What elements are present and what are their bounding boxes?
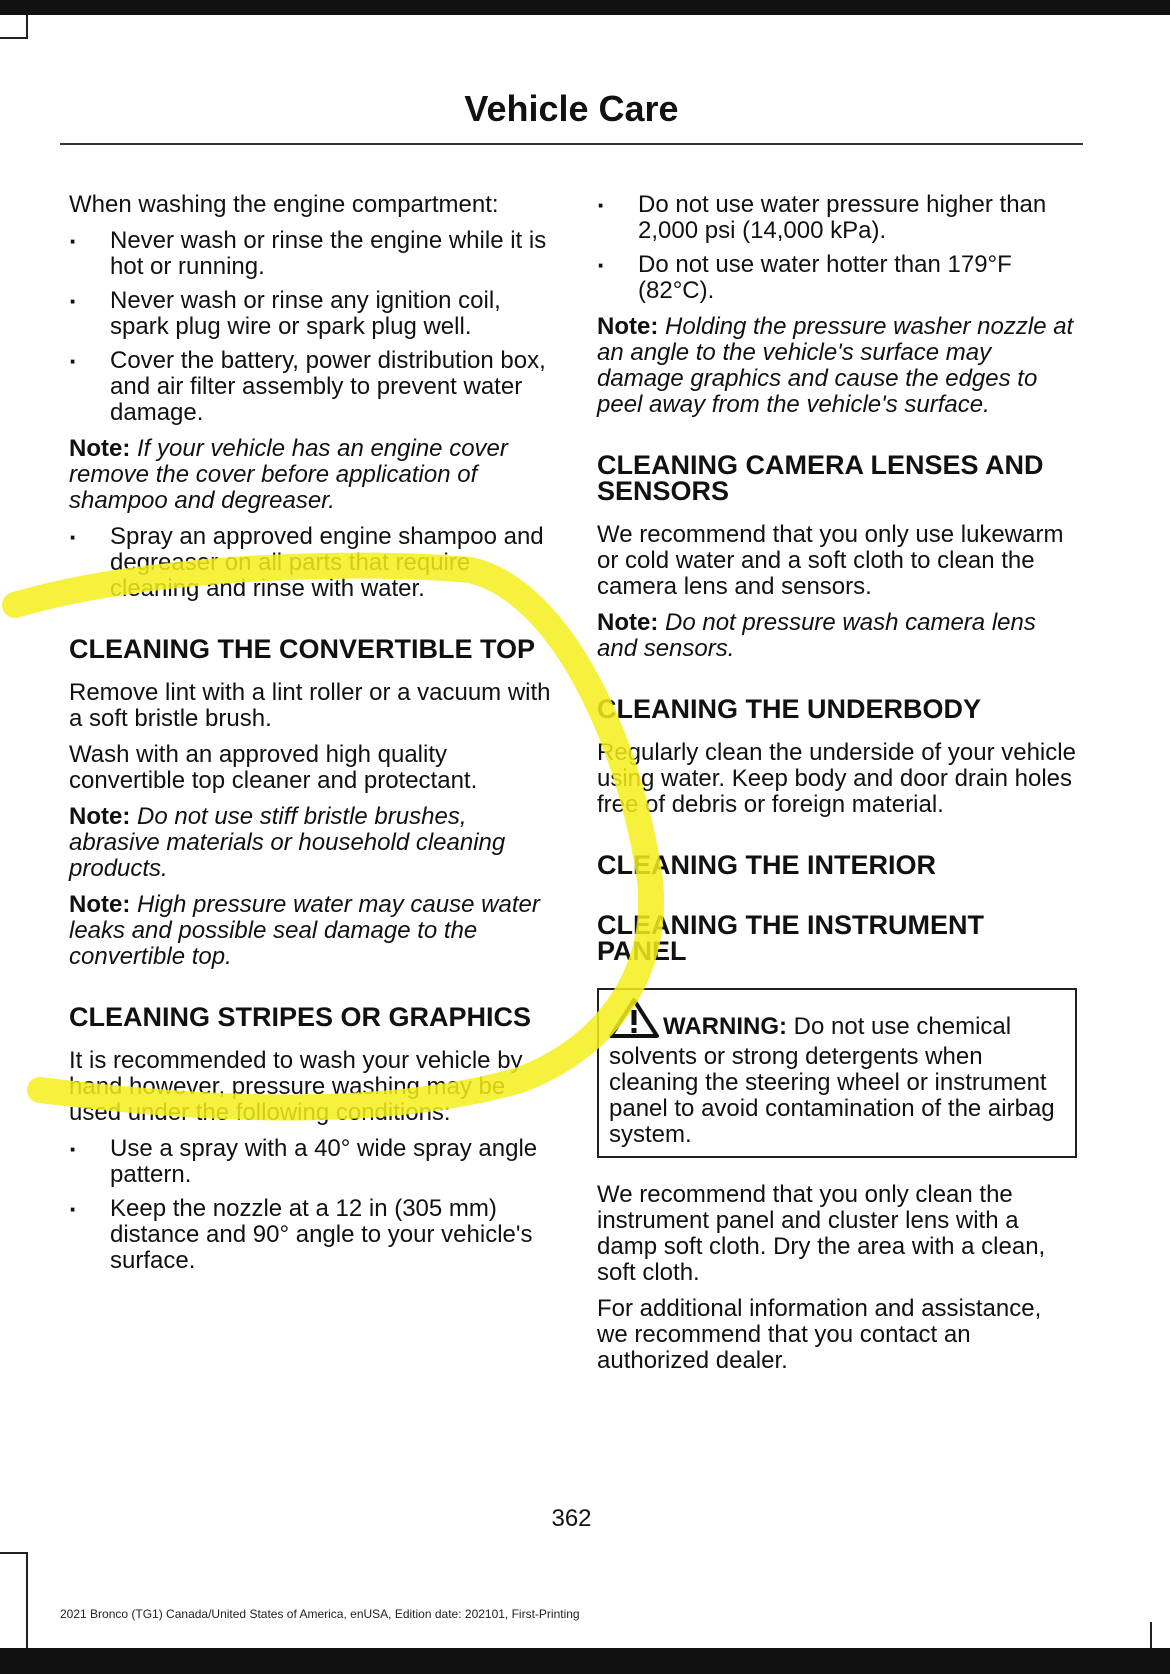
list-item: · Spray an approved engine shampoo and degreaser on all parts that require cleaning and rinse with water.	[69, 524, 559, 602]
footer-edition: 2021 Bronco (TG1) Canada/United States of America, enUSA, Edition date: 202101, First-Printing	[60, 1607, 580, 1621]
section-heading-stripes: CLEANING STRIPES OR GRAPHICS	[69, 1002, 532, 1032]
pressure-list	[597, 192, 1077, 304]
underbody-paragraph: Regularly clean the underside of your vehicle using water. Keep body and door drain holes free of debris or foreign material.	[597, 739, 1076, 818]
engine-wash-intro: When washing the engine compartment:	[69, 191, 499, 218]
warning-box	[597, 988, 1077, 1158]
page-edge-mark	[1150, 1622, 1152, 1648]
list-item: · Keep the nozzle at a 12 in (305 mm) distance and 90° angle to your vehicle's surface.	[69, 1196, 559, 1274]
note-text: Holding the pressure washer nozzle at an angle to the vehicle's surface may damage graphics and cause the edges to peel away from the vehicle's surface.	[597, 313, 1074, 418]
section-heading-convertible: CLEANING THE CONVERTIBLE TOP	[69, 634, 536, 664]
convertible-paragraph: Wash with an approved high quality convertible top cleaner and protectant.	[69, 741, 478, 794]
instrument-paragraph: We recommend that you only clean the instrument panel and cluster lens with a damp soft cloth. Dry the area with a clean, soft cloth.	[597, 1181, 1046, 1286]
convertible-note	[69, 804, 559, 882]
note-label: Note:	[69, 435, 131, 462]
pressure-note	[597, 314, 1077, 418]
camera-paragraph: We recommend that you only use lukewarm or cold water and a soft cloth to clean the camera lens and sensors.	[597, 521, 1064, 600]
list-item: · Use a spray with a 40° wide spray angle pattern.	[69, 1136, 559, 1188]
page-corner-bottom-left	[0, 1552, 28, 1650]
right-column	[597, 192, 1077, 1384]
page-corner-top-left	[0, 15, 28, 39]
page-number: 362	[551, 1505, 592, 1532]
note-text: Do not pressure wash camera lens and sensors.	[597, 609, 1036, 662]
note-text: Do not use stiff bristle brushes, abrasive materials or household cleaning products.	[69, 803, 506, 882]
note-label: Note:	[69, 803, 131, 830]
note-text: High pressure water may cause water leaks and possible seal damage to the convertible top.	[69, 891, 540, 970]
stripes-list	[69, 1136, 559, 1274]
warning-text: Do not use chemical solvents or strong detergents when cleaning the steering wheel or instrument panel to avoid contamination of the airbag system.	[609, 1013, 1055, 1148]
top-bar	[0, 0, 1170, 15]
camera-note	[597, 610, 1077, 662]
section-heading-instrument-panel: CLEANING THE INSTRUMENT PANEL	[597, 910, 984, 966]
section-heading-underbody: CLEANING THE UNDERBODY	[597, 694, 982, 724]
list-item: · Never wash or rinse any ignition coil, spark plug wire or spark plug well.	[69, 288, 559, 340]
list-item: · Do not use water hotter than 179°F (82°C).	[597, 252, 1077, 304]
section-heading-camera: CLEANING CAMERA LENSES AND SENSORS	[597, 450, 1044, 506]
warning-label: WARNING:	[663, 1013, 787, 1040]
engine-cover-note	[69, 436, 559, 514]
left-column	[69, 192, 559, 1284]
bottom-bar	[0, 1648, 1170, 1674]
instrument-paragraph: For additional information and assistance, we recommend that you contact an authorized dealer.	[597, 1295, 1042, 1374]
list-item: · Never wash or rinse the engine while it is hot or running.	[69, 228, 559, 280]
note-label: Note:	[69, 891, 131, 918]
note-text: If your vehicle has an engine cover remove the cover before application of shampoo and degreaser.	[69, 435, 508, 514]
convertible-note	[69, 892, 559, 970]
note-label: Note:	[597, 313, 659, 340]
list-item: · Cover the battery, power distribution box, and air filter assembly to prevent water damage.	[69, 348, 559, 426]
convertible-paragraph: Remove lint with a lint roller or a vacuum with a soft bristle brush.	[69, 679, 551, 732]
section-heading-interior: CLEANING THE INTERIOR	[597, 850, 937, 880]
engine-shampoo-list	[69, 524, 559, 602]
page-title: Vehicle Care	[464, 88, 679, 129]
stripes-paragraph: It is recommended to wash your vehicle by hand however, pressure washing may be used under the following conditions:	[69, 1047, 523, 1126]
engine-wash-list	[69, 228, 559, 426]
note-label: Note:	[597, 609, 659, 636]
warning-triangle-icon	[609, 998, 659, 1044]
header-rule	[60, 143, 1083, 145]
list-item: · Do not use water pressure higher than 2,000 psi (14,000 kPa).	[597, 192, 1077, 244]
